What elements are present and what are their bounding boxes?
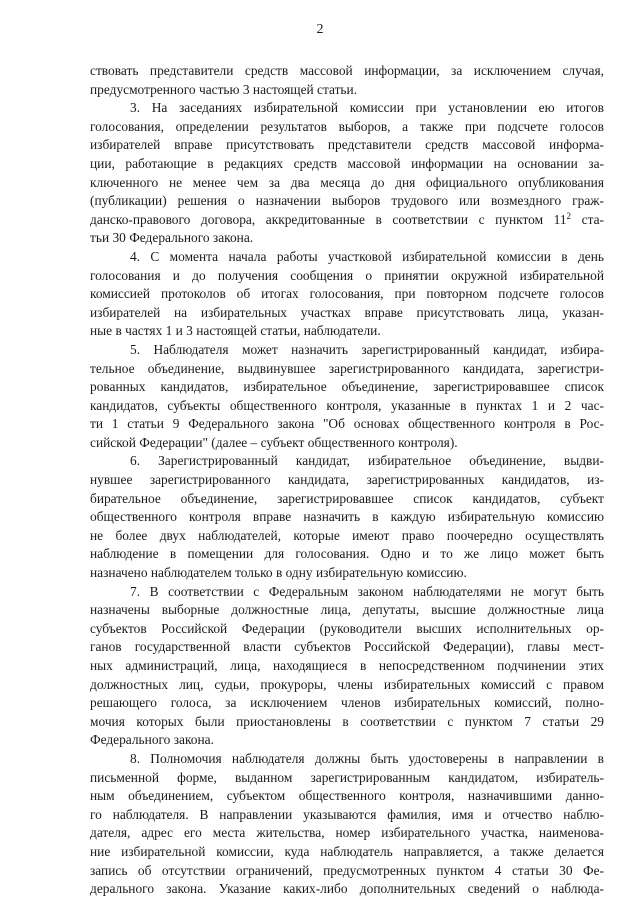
text-line: дерального закона. Указание каких-либо дополнительных сведений о наблюда- <box>90 881 604 897</box>
text-line: избирателей вправе присутствовать представители средств массовой информа- <box>90 137 604 153</box>
page-number: 2 <box>316 22 324 37</box>
text-line: 8. Полномочия наблюдателя должны быть удостоверены в направлении в <box>130 750 604 766</box>
text-line: тельное объединение, выдвинувшее зарегистрированного кандидата, зарегистри- <box>90 360 604 376</box>
text-line: 7. В соответствии с Федеральным законом наблюдателями не могут быть <box>130 583 604 599</box>
text-line: ных администраций, лица, находящиеся в непосредственном подчинении этих <box>90 658 604 673</box>
text-line: 5. Наблюдателя может назначить зарегистрированный кандидат, избира- <box>130 341 604 357</box>
text-line: не более двух наблюдателей, которые имеют право поочередно осуществлять <box>90 527 604 543</box>
text-line: избирателей на избирательных участках вправе присутствовать лица, указан- <box>90 304 604 320</box>
text-line: письменной форме, выданном зарегистрированным кандидатом, избиратель- <box>90 769 604 785</box>
paragraph-7 <box>90 583 604 750</box>
text-line: ные в частях 1 и 3 настоящей статьи, наблюдатели. <box>90 323 381 339</box>
text-line: наблюдение в помещении для голосования. Одно и то же лицо может быть <box>90 546 604 562</box>
text-line: общественного контроля вправе назначить в каждую избирательную комиссию <box>90 509 604 525</box>
text-line: должностных лиц, судьи, прокуроры, члены избирательных комиссий с правом <box>90 676 604 692</box>
text-line: ти 1 статьи 9 Федерального закона "Об основах общественного контроля в Рос- <box>90 416 604 432</box>
text-line: ным объединением, субъектом общественного контроля, назначившими данно- <box>90 788 604 804</box>
superscript: 2 <box>566 210 572 221</box>
text-line: ции, работающие в редакциях средств массовой информации на основании за- <box>90 155 604 171</box>
text-line: сийской Федерации" (далее – субъект общественного контроля). <box>90 434 458 450</box>
paragraph-8 <box>90 750 604 899</box>
text-line: ние избирательной комиссии, куда наблюдатель направляется, а также делается <box>90 843 604 859</box>
text-line: ключенного не менее чем за два месяца до дня официального опубликования <box>90 174 604 190</box>
text-line: предусмотренного частью 3 настоящей статьи. <box>90 81 358 97</box>
text-line: го наблюдателя. В направлении указываются фамилия, имя и отчество наблю- <box>90 806 604 822</box>
text-line: субъектов Российской Федерации (руководители высших исполнительных ор- <box>90 620 604 636</box>
text-line: 3. На заседаниях избирательной комиссии при установлении ею итогов <box>130 100 604 116</box>
text-line: ганов государственной власти субъектов Российской Федерации), главы мест- <box>90 639 604 655</box>
text-line: (публикации) решения о назначении выборов трудового или возмездного граж- <box>90 193 604 209</box>
text-line: кандидатов, субъекты общественного контроля, указанные в пунктах 1 и 2 час- <box>90 397 604 413</box>
text-line: решающего голоса, за исключением членов избирательных комиссий, полно- <box>90 695 604 711</box>
text-line: ствовать представители средств массовой информации, за исключением случая, <box>90 63 604 78</box>
document-body <box>90 62 604 899</box>
paragraph-5 <box>90 341 604 453</box>
text-line: назначено наблюдателем только в одну избирательную комиссию. <box>90 565 467 581</box>
text-line-with-superscript <box>90 211 604 230</box>
text-line: голосования, определении результатов выборов, а также при подсчете голосов <box>90 118 604 134</box>
text-line: комиссией протоколов об итогах голосования, при повторном подсчете голосов <box>90 286 604 302</box>
text-line: 6. Зарегистрированный кандидат, избирательное объединение, выдви- <box>130 453 604 469</box>
text-line: назначены выборные должностные лица, депутаты, высшие должностные лица <box>90 602 604 618</box>
text-line: голосования и до получения сообщения о принятии окружной избирательной <box>90 267 604 283</box>
text-line: нувшее зарегистрированного кандидата, зарегистрированных кандидатов, из- <box>90 472 604 488</box>
text-line: рованных кандидатов, избирательное объединение, зарегистрировавшее список <box>90 379 604 395</box>
text-line: мочия которых были приостановлены в соответствии с пунктом 7 статьи 29 <box>90 713 604 729</box>
paragraph-6 <box>90 452 604 582</box>
text-line: бирательное объединение, зарегистрировавшее список кандидатов, субъект <box>90 490 604 506</box>
text-line: 4. С момента начала работы участковой избирательной комиссии в день <box>130 248 604 264</box>
text-line: запись об отсутствии ограничений, предусмотренных пунктом 4 статьи 30 Фе- <box>90 862 604 878</box>
paragraph-continuation <box>90 62 604 99</box>
text-segment: данско-правового договора, аккредитованные в соответствии с пунктом 11 <box>90 211 567 227</box>
text-line: Федерального закона. <box>90 732 214 748</box>
paragraph-4 <box>90 248 604 341</box>
text-segment: ста- <box>571 211 604 227</box>
text-line: тьи 30 Федерального закона. <box>90 230 254 246</box>
text-line: дателя, адрес его места жительства, номер избирательного участка, наименова- <box>90 825 604 841</box>
paragraph-3 <box>90 99 604 248</box>
